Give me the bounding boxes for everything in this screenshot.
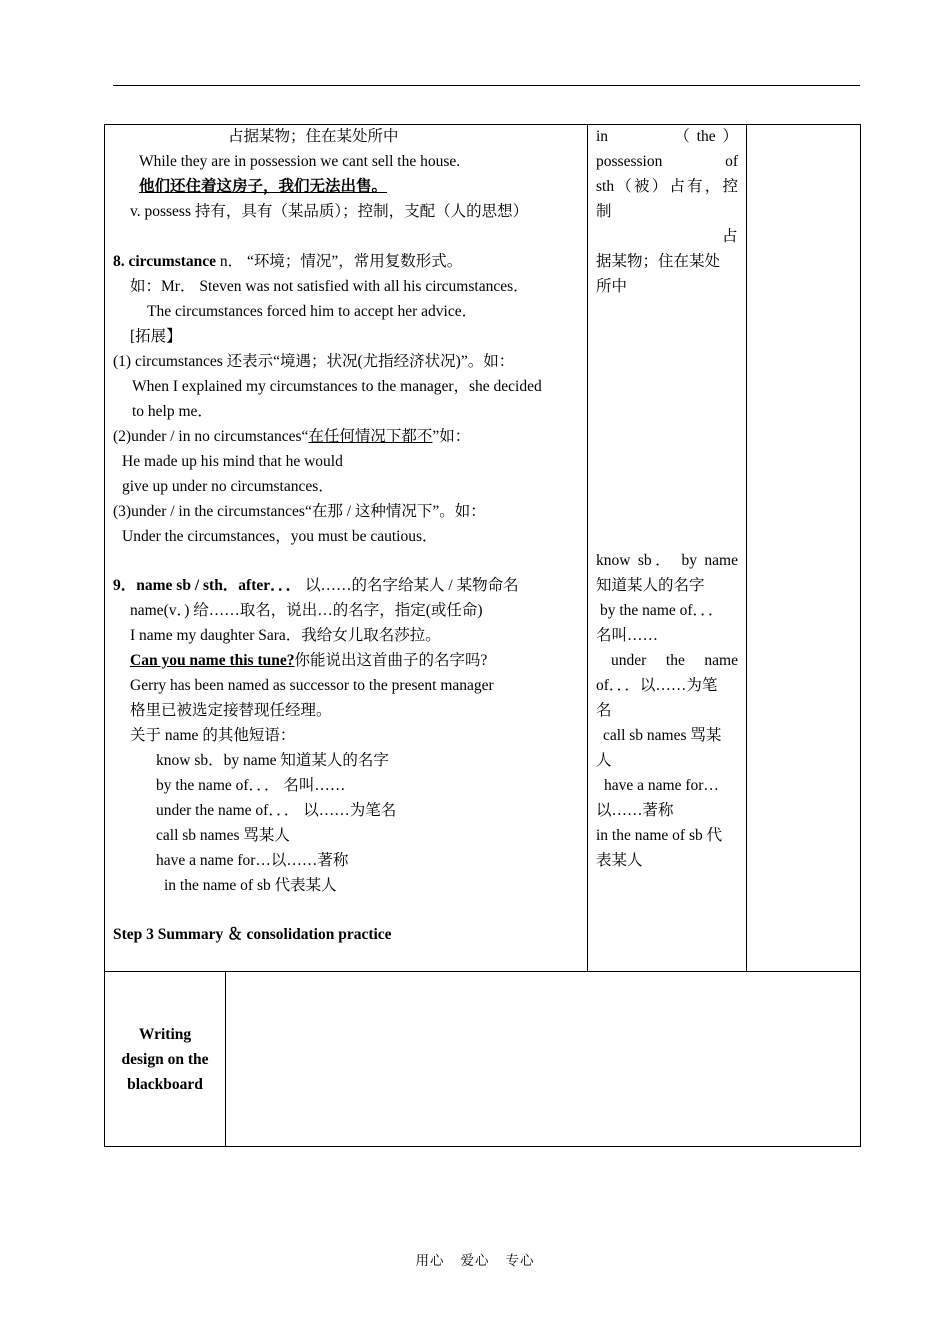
line-possession-meaning: 占据某物；住在某处所中 (228, 128, 399, 145)
note-line: call sb names 骂某 (603, 727, 722, 744)
line-name-example-3: Gerry has been named as successor to the present manager (130, 677, 494, 694)
line-ext-2-example-a: He made up his mind that he would (122, 453, 343, 470)
footer-word: 用心 (415, 1253, 445, 1268)
line-circ-example-1: 如：Mr． Steven was not satisfied with all his circumstances． (130, 278, 529, 295)
line-ext-1-example-b: to help me． (132, 403, 213, 420)
note-line: in （the） (596, 128, 738, 145)
line-circ-example-2: The circumstances forced him to accept her advice． (147, 303, 478, 320)
column-divider-2 (746, 124, 747, 971)
label-line: Writing (138, 1026, 192, 1043)
phrase-under-the-name-of: under the name of．．． 以……为笔名 (156, 802, 397, 819)
line-possess-verb: v. possess 持有，具有（某品质）；控制，支配（人的思想） (130, 203, 529, 220)
blackboard-area (226, 972, 860, 1146)
note-line: have a name for… (604, 777, 719, 794)
line-ext-3: (3)under / in the circumstances“在那 / 这种情况下”。如： (113, 503, 486, 520)
line-ext-1-example-a: When I explained my circumstances to the manager，she decided (132, 378, 542, 395)
note-line: 据某物；住在某处 (596, 253, 721, 270)
heading-step-3: Step 3 Summary ＆ consolidation practice (113, 926, 392, 943)
note-line: in the name of sb 代 (596, 827, 723, 844)
line-name-example-3-zh: 格里已被选定接替现任经理。 (130, 702, 332, 719)
note-line: 制 (596, 203, 612, 220)
note-line: possession of (596, 153, 738, 170)
phrase-in-the-name-of: in the name of sb 代表某人 (164, 877, 337, 894)
phrase-have-a-name-for: have a name for…以……著称 (156, 852, 349, 869)
note-line: 所中 (596, 278, 628, 295)
note-line: by the name of．．． (600, 602, 724, 619)
note-line: 知道某人的名字 (596, 577, 705, 594)
header-rule (113, 85, 860, 86)
line-ext-2-example-b: give up under no circumstances． (122, 478, 334, 495)
line-name-verb: name(v．) 给……取名，说出…的名字，指定(或任命) (130, 602, 483, 619)
note-line: of．．．以……为笔 (596, 677, 718, 694)
page-footer (0, 1249, 950, 1269)
line-example-zh: 他们还住着这房子，我们无法出售。 (139, 178, 388, 195)
footer-word: 专心 (505, 1253, 535, 1268)
note-line: 人 (596, 752, 612, 769)
label-line: design on the (121, 1051, 209, 1068)
line-name-example-1: I name my daughter Sara．我给女儿取名莎拉。 (130, 627, 441, 644)
line-example-en: While they are in possession we cant sell the house. (139, 153, 461, 170)
line-phrases-intro: 关于 name 的其他短语： (130, 727, 296, 744)
note-line: sth（被）占有，控 (596, 178, 738, 195)
label-line: blackboard (127, 1076, 203, 1093)
note-line: 以……著称 (596, 802, 674, 819)
heading-name-after: 9．name sb / sth．after．．． 以……的名字给某人 / 某物命名 (113, 577, 519, 594)
column-divider-1 (587, 124, 588, 971)
note-line: under the name (611, 652, 738, 669)
note-line: 占 (722, 228, 738, 245)
phrase-call-names: call sb names 骂某人 (156, 827, 290, 844)
line-ext-3-example: Under the circumstances，you must be cautious． (122, 528, 438, 545)
note-line: know sb． by name (596, 552, 738, 569)
footer-word: 爱心 (460, 1253, 490, 1268)
phrase-by-the-name-of: by the name of．．． 名叫…… (156, 777, 346, 794)
line-name-example-2: Can you name this tune?你能说出这首曲子的名字吗? (130, 652, 488, 669)
note-line: 名叫…… (596, 627, 659, 644)
line-ext-2: (2)under / in no circumstances“在任何情况下都不”如： (113, 428, 471, 445)
note-line: 表某人 (596, 852, 643, 869)
line-extension-label: [拓展】 (130, 328, 182, 345)
line-ext-1: (1) circumstances 还表示“境遇；状况(尤指经济状况)”。如： (113, 353, 515, 370)
heading-circumstance: 8. circumstance n． “环境；情况”，常用复数形式。 (113, 253, 463, 270)
phrase-know-by-name: know sb．by name 知道某人的名字 (156, 752, 389, 769)
note-line: 名 (596, 702, 612, 719)
